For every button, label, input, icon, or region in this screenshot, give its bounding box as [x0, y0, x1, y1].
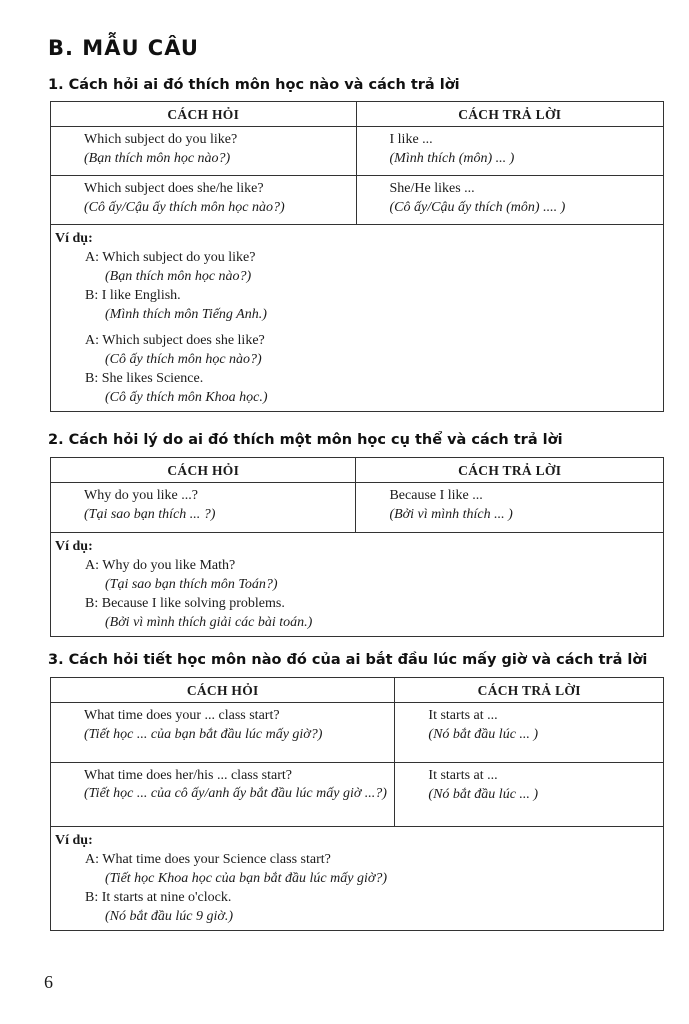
example-line: B: I like English.: [85, 288, 181, 303]
example-line: B: It starts at nine o'clock.: [85, 890, 232, 905]
example-box: [51, 533, 664, 637]
answer-en: It starts at ...: [428, 768, 498, 783]
question-cell: [51, 703, 395, 763]
header-answer: CÁCH TRẢ LỜI: [356, 102, 664, 127]
question-vi: (Tiết học ... của cô ấy/anh ấy bắt đầu lúc mấy giờ ...?): [84, 786, 387, 801]
example-translation: (Nó bắt đầu lúc 9 giờ.): [105, 909, 234, 924]
answer-cell: [395, 763, 664, 827]
example-translation: (Tại sao bạn thích môn Toán?): [105, 577, 278, 592]
answer-vi: (Nó bắt đầu lúc ... ): [428, 727, 539, 742]
section-3-title: 3. Cách hỏi tiết học môn nào đó của ai bắt đầu lúc mấy giờ và cách trả lời: [48, 652, 648, 668]
answer-cell: [356, 127, 664, 176]
section-1-title: 1. Cách hỏi ai đó thích môn học nào và cách trả lời: [48, 77, 460, 93]
example-translation: (Bạn thích môn học nào?): [105, 269, 252, 284]
answer-en: I like ...: [389, 132, 433, 147]
example-line: A: What time does your Science class start?: [85, 852, 331, 867]
question-cell: [51, 763, 395, 827]
example-box: [51, 827, 664, 931]
answer-vi: (Mình thích (môn) ... ): [389, 151, 515, 166]
header-ask: CÁCH HỎI: [51, 458, 356, 483]
answer-en: It starts at ...: [428, 708, 498, 723]
example-line: A: Why do you like Math?: [85, 558, 236, 573]
example-line: A: Which subject do you like?: [85, 250, 256, 265]
question-en: Which subject do you like?: [84, 132, 238, 147]
answer-vi: (Bởi vì mình thích ... ): [389, 507, 513, 522]
header-ask: CÁCH HỎI: [51, 678, 395, 703]
section-1-table: [50, 101, 664, 412]
section-2-table: [50, 457, 664, 637]
example-line: A: Which subject does she like?: [85, 333, 265, 348]
question-cell: [51, 176, 357, 225]
answer-cell: [356, 483, 664, 533]
page-number: 6: [44, 972, 53, 992]
question-en: What time does your ... class start?: [84, 708, 280, 723]
example-translation: (Cô ấy thích môn Khoa học.): [105, 390, 268, 405]
question-en: Which subject does she/he like?: [84, 181, 264, 196]
answer-vi: (Cô ấy/Cậu ấy thích (môn) .... ): [389, 200, 566, 215]
example-line: B: She likes Science.: [85, 371, 204, 386]
example-box: [51, 225, 664, 412]
example-translation: (Cô ấy thích môn học nào?): [105, 352, 262, 367]
answer-cell: [395, 703, 664, 763]
answer-cell: [356, 176, 664, 225]
question-vi: (Bạn thích môn học nào?): [84, 151, 231, 166]
question-vi: (Cô ấy/Cậu ấy thích môn học nào?): [84, 200, 285, 215]
header-answer: CÁCH TRẢ LỜI: [356, 458, 664, 483]
example-label: Ví dụ:: [55, 539, 93, 554]
question-en: Why do you like ...?: [84, 488, 198, 503]
answer-en: She/He likes ...: [389, 181, 475, 196]
example-translation: (Mình thích môn Tiếng Anh.): [105, 307, 267, 322]
question-cell: [51, 483, 356, 533]
question-vi: (Tại sao bạn thích ... ?): [84, 507, 216, 522]
answer-en: Because I like ...: [389, 488, 483, 503]
example-label: Ví dụ:: [55, 231, 93, 246]
question-cell: [51, 127, 357, 176]
page-title: B. MẪU CÂU: [48, 36, 199, 60]
example-label: Ví dụ:: [55, 833, 93, 848]
example-line: B: Because I like solving problems.: [85, 596, 285, 611]
section-3-table: [50, 677, 664, 931]
section-2-title: 2. Cách hỏi lý do ai đó thích một môn học cụ thể và cách trả lời: [48, 432, 563, 448]
example-translation: (Bởi vì mình thích giải các bài toán.): [105, 615, 313, 630]
question-en: What time does her/his ... class start?: [84, 768, 292, 783]
header-answer: CÁCH TRẢ LỜI: [395, 678, 664, 703]
example-translation: (Tiết học Khoa học của bạn bắt đầu lúc mấy giờ?): [105, 871, 387, 886]
answer-vi: (Nó bắt đầu lúc ... ): [428, 787, 539, 802]
header-ask: CÁCH HỎI: [51, 102, 357, 127]
question-vi: (Tiết học ... của bạn bắt đầu lúc mấy giờ?): [84, 727, 323, 742]
